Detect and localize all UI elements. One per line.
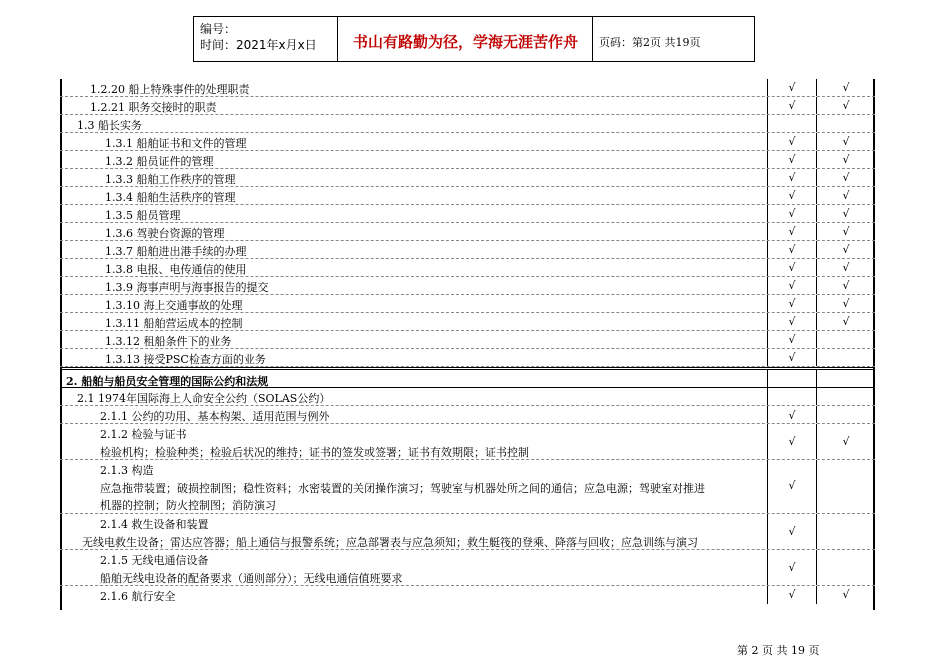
- check-mark: √: [842, 225, 850, 238]
- row-text: 1.2.21 职务交接时的职责: [90, 101, 217, 114]
- row-text: 1.3.2 船员证件的管理: [105, 155, 214, 168]
- motto: 书山有路勤为径，学海无涯苦作舟: [352, 33, 578, 51]
- row-detail: 应急拖带装置；破损控制图；稳性资料；水密装置的关闭操作演习；驾驶室与机器处所之间的通信；应急电源；驾驶室对推进: [100, 482, 705, 495]
- row-text: 1.3 船长实务: [77, 119, 142, 132]
- table-row: [60, 223, 875, 241]
- syllabus-table: [60, 79, 875, 604]
- section-title: 2. 船舶与船员安全管理的国际公约和法规: [66, 375, 269, 388]
- check-mark: √: [788, 561, 796, 574]
- check-mark: √: [788, 479, 796, 492]
- table-row: [60, 187, 875, 205]
- table-row: [60, 151, 875, 169]
- header-motto-cell: [338, 17, 593, 61]
- row-text: 2.1.5 无线电通信设备: [100, 554, 209, 567]
- check-mark: √: [788, 81, 796, 94]
- check-mark: √: [788, 315, 796, 328]
- check-mark: √: [842, 297, 850, 310]
- row-text: 1.3.11 船舶营运成本的控制: [105, 317, 243, 330]
- row-text: 1.3.8 电报、电传通信的使用: [105, 263, 247, 276]
- table-row: [60, 514, 875, 550]
- table-row: [60, 295, 875, 313]
- row-detail: 船舶无线电设备的配备要求（通则部分）；无线电通信值班要求: [100, 572, 403, 585]
- check-mark: √: [788, 99, 796, 112]
- check-mark: √: [842, 135, 850, 148]
- check-mark: √: [842, 81, 850, 94]
- table-row: [60, 331, 875, 349]
- check-mark: √: [788, 333, 796, 346]
- row-text: 1.3.4 船舶生活秩序的管理: [105, 191, 236, 204]
- row-text: 1.3.12 租船条件下的业务: [105, 335, 232, 348]
- check-mark: √: [842, 243, 850, 256]
- row-text: 1.3.7 船舶进出港手续的办理: [105, 245, 247, 258]
- check-mark: √: [788, 189, 796, 202]
- check-mark: √: [842, 588, 850, 601]
- check-mark: √: [842, 153, 850, 166]
- row-text: 1.3.6 驾驶台资源的管理: [105, 227, 225, 240]
- row-text: 2.1.6 航行安全: [100, 590, 176, 603]
- row-detail: 无线电救生设备；雷达应答器；船上通信与报警系统；应急部署表与应急须知；救生艇筏的登乘、降落与回收；应急训练与演习: [82, 536, 698, 549]
- table-row: [60, 259, 875, 277]
- row-text: 2.1.4 救生设备和装置: [100, 518, 209, 531]
- check-mark: √: [842, 207, 850, 220]
- table-row: [60, 79, 875, 97]
- section-heading-row: [60, 367, 875, 388]
- check-mark: √: [788, 409, 796, 422]
- table-row: [60, 406, 875, 424]
- row-text: 2.1.3 构造: [100, 464, 154, 477]
- check-mark: √: [788, 435, 796, 448]
- row-text: 1.3.3 船舶工作秩序的管理: [105, 173, 236, 186]
- page-footer: 第 2 页 共 19 页: [737, 644, 820, 657]
- check-mark: √: [788, 525, 796, 538]
- check-mark: √: [842, 261, 850, 274]
- check-mark: √: [842, 315, 850, 328]
- table-row: [60, 424, 875, 460]
- table-row: [60, 205, 875, 223]
- number-label: 编号：: [200, 22, 237, 36]
- table-row: [60, 460, 875, 514]
- row-text: 1.2.20 船上特殊事件的处理职责: [90, 83, 250, 96]
- row-text: 1.3.1 船舶证书和文件的管理: [105, 137, 247, 150]
- check-mark: √: [788, 261, 796, 274]
- table-row: [60, 97, 875, 115]
- row-text: 2.1.1 公约的功用、基本构架、适用范围与例外: [100, 410, 330, 423]
- check-mark: √: [788, 225, 796, 238]
- header-page-cell: [593, 17, 754, 61]
- table-row: [60, 241, 875, 259]
- check-mark: √: [842, 435, 850, 448]
- row-detail: 检验机构；检验种类；检验后状况的维持；证书的签发或签署；证书有效期限；证书控制: [100, 446, 529, 459]
- check-mark: √: [788, 351, 796, 364]
- table-row: [60, 550, 875, 586]
- check-mark: √: [788, 279, 796, 292]
- row-text: 1.3.10 海上交通事故的处理: [105, 299, 243, 312]
- table-row: [60, 133, 875, 151]
- table-row: [60, 313, 875, 331]
- check-mark: √: [788, 243, 796, 256]
- row-text: 2.1.2 检验与证书: [100, 428, 187, 441]
- page-header: [193, 16, 755, 62]
- check-mark: √: [788, 153, 796, 166]
- check-mark: √: [788, 207, 796, 220]
- table-row: [60, 388, 875, 406]
- check-mark: √: [788, 135, 796, 148]
- check-mark: √: [842, 279, 850, 292]
- check-mark: √: [842, 189, 850, 202]
- header-meta-cell: [194, 17, 338, 61]
- row-text: 1.3.13 接受PSC检查方面的业务: [105, 353, 266, 366]
- check-mark: √: [842, 99, 850, 112]
- time-label: 时间：2021年x月x日: [200, 38, 317, 52]
- table-row: [60, 115, 875, 133]
- row-detail: 机器的控制；防火控制图；消防演习: [100, 499, 276, 512]
- subsection-title: 2.1 1974年国际海上人命安全公约（SOLAS公约）: [77, 392, 331, 405]
- table-row: [60, 277, 875, 295]
- table-row: [60, 586, 875, 604]
- table-row: [60, 169, 875, 187]
- row-text: 1.3.5 船员管理: [105, 209, 181, 222]
- page-label: 页码：第2页 共19页: [599, 36, 701, 49]
- row-text: 1.3.9 海事声明与海事报告的提交: [105, 281, 269, 294]
- check-mark: √: [788, 588, 796, 601]
- table-row: [60, 349, 875, 367]
- check-mark: √: [788, 171, 796, 184]
- check-mark: √: [842, 171, 850, 184]
- check-mark: √: [788, 297, 796, 310]
